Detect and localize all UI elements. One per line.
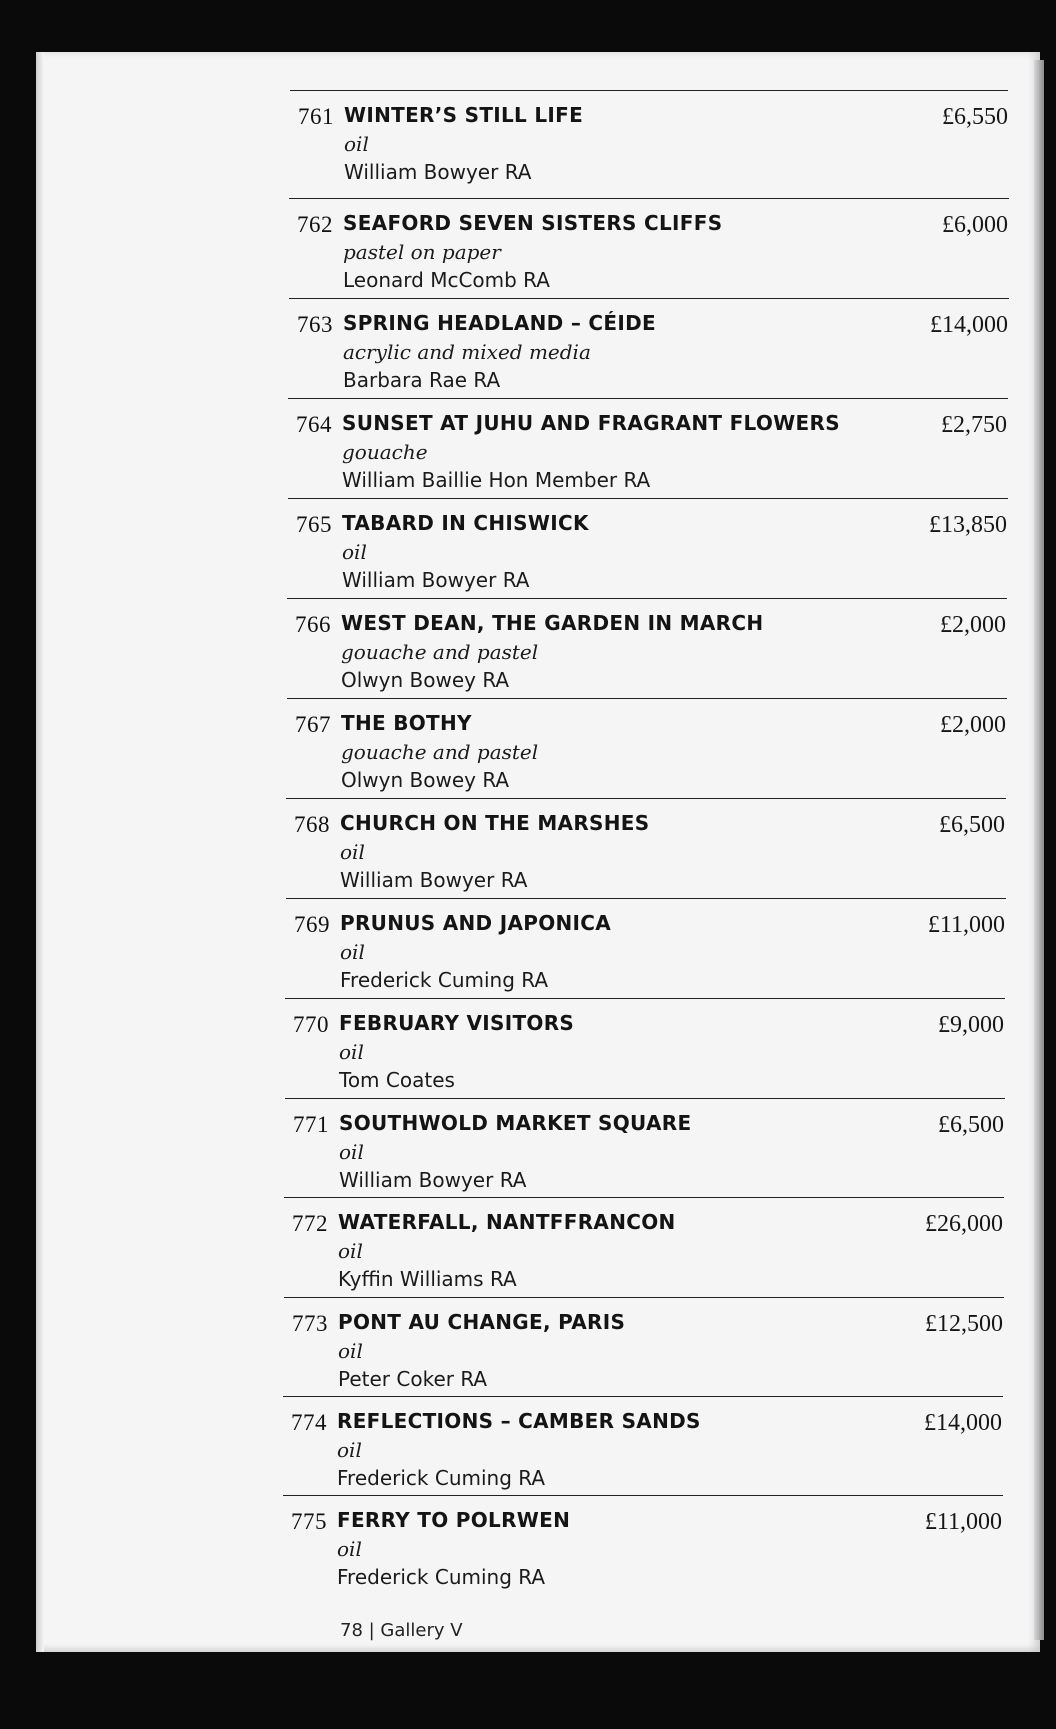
divider-rule <box>286 798 1006 799</box>
lot-artist: Peter Coker RA <box>338 1367 488 1391</box>
lot-number: 763 <box>297 312 333 337</box>
lot-title: SOUTHWOLD MARKET SQUARE <box>339 1111 692 1135</box>
lot-title: CHURCH ON THE MARSHES <box>340 811 650 835</box>
divider-rule <box>289 198 1009 199</box>
lot-number: 773 <box>292 1311 328 1336</box>
lot-medium: gouache <box>342 440 428 464</box>
lot-artist: Olwyn Bowey RA <box>341 668 510 692</box>
lot-number: 762 <box>297 212 333 237</box>
lot-medium: acrylic and mixed media <box>343 340 591 364</box>
lot-title: WATERFALL, NANTFFRANCON <box>338 1210 676 1234</box>
divider-rule <box>283 1396 1003 1397</box>
divider-rule <box>285 998 1005 999</box>
lot-number: 764 <box>296 412 332 437</box>
lot-medium: oil <box>339 1040 364 1064</box>
lot-number: 771 <box>293 1112 329 1137</box>
lot-number: 765 <box>296 512 332 537</box>
lot-title: WEST DEAN, THE GARDEN IN MARCH <box>341 611 764 635</box>
lot-artist: Kyffin Williams RA <box>338 1267 517 1291</box>
lot-medium: oil <box>339 1140 364 1164</box>
lot-medium: oil <box>337 1438 362 1462</box>
lot-medium: oil <box>338 1239 363 1263</box>
lot-title: TABARD IN CHISWICK <box>342 511 589 535</box>
lot-price: £2,000 <box>940 712 1006 738</box>
lot-title: THE BOTHY <box>341 711 472 735</box>
lot-artist: William Bowyer RA <box>344 160 532 184</box>
lot-artist: Frederick Cuming RA <box>340 968 549 992</box>
lot-price: £11,000 <box>924 1509 1002 1535</box>
lot-price: £6,500 <box>938 1112 1004 1138</box>
lot-number: 768 <box>294 812 330 837</box>
lot-title: REFLECTIONS – CAMBER SANDS <box>337 1409 701 1433</box>
divider-rule <box>288 398 1008 399</box>
lot-medium: oil <box>344 132 369 156</box>
lot-title: FEBRUARY VISITORS <box>339 1011 575 1035</box>
page-gutter <box>36 52 44 1652</box>
lot-medium: gouache and pastel <box>341 740 539 764</box>
lot-price: £6,500 <box>939 812 1005 838</box>
lot-medium: oil <box>338 1339 363 1363</box>
divider-rule <box>283 1495 1003 1496</box>
page-fore-edge <box>1034 60 1044 1640</box>
lot-number: 761 <box>298 104 334 129</box>
lot-title: PONT AU CHANGE, PARIS <box>338 1310 626 1334</box>
lot-title: SUNSET AT JUHU AND FRAGRANT FLOWERS <box>342 411 840 435</box>
lot-price: £14,000 <box>930 312 1008 338</box>
lot-title: WINTER’S STILL LIFE <box>344 103 584 127</box>
lot-price: £11,000 <box>927 912 1005 938</box>
divider-rule <box>287 698 1007 699</box>
lot-artist: Tom Coates <box>339 1068 455 1092</box>
lot-number: 772 <box>292 1211 328 1236</box>
divider-rule <box>287 598 1007 599</box>
lot-artist: Olwyn Bowey RA <box>341 768 510 792</box>
lot-number: 769 <box>294 912 330 937</box>
lot-price: £2,750 <box>941 412 1007 438</box>
lot-medium: oil <box>340 840 365 864</box>
lot-number: 767 <box>295 712 331 737</box>
lot-medium: pastel on paper <box>343 240 501 264</box>
lot-artist: William Bowyer RA <box>339 1168 527 1192</box>
lot-medium: oil <box>342 540 367 564</box>
divider-rule <box>290 90 1008 91</box>
page-folio: 78 | Gallery V <box>340 1620 463 1641</box>
lot-artist: Frederick Cuming RA <box>337 1466 546 1490</box>
divider-rule <box>289 298 1009 299</box>
lot-medium: oil <box>337 1537 362 1561</box>
divider-rule <box>284 1297 1004 1298</box>
divider-rule <box>286 898 1006 899</box>
lot-title: FERRY TO POLRWEN <box>337 1508 571 1532</box>
divider-rule <box>285 1098 1005 1099</box>
lot-artist: Leonard McComb RA <box>343 268 550 292</box>
lot-number: 770 <box>293 1012 329 1037</box>
lot-price: £14,000 <box>924 1410 1002 1436</box>
lot-artist: Frederick Cuming RA <box>337 1565 546 1589</box>
lot-artist: Barbara Rae RA <box>343 368 501 392</box>
lot-price: £6,550 <box>942 104 1008 130</box>
lot-title: SPRING HEADLAND – CÉIDE <box>343 311 656 335</box>
lot-price: £9,000 <box>938 1012 1004 1038</box>
lot-price: £6,000 <box>942 212 1008 238</box>
lot-price: £26,000 <box>925 1211 1003 1237</box>
lot-medium: oil <box>340 940 365 964</box>
divider-rule <box>288 498 1008 499</box>
lot-number: 766 <box>295 612 331 637</box>
lot-number: 775 <box>291 1509 327 1534</box>
lot-price: £2,000 <box>940 612 1006 638</box>
lot-artist: William Baillie Hon Member RA <box>342 468 651 492</box>
lot-number: 774 <box>291 1410 327 1435</box>
lot-title: PRUNUS AND JAPONICA <box>340 911 612 935</box>
lot-artist: William Bowyer RA <box>342 568 530 592</box>
divider-rule <box>284 1197 1004 1198</box>
lot-artist: William Bowyer RA <box>340 868 528 892</box>
lot-price: £13,850 <box>929 512 1007 538</box>
lot-medium: gouache and pastel <box>341 640 539 664</box>
lot-title: SEAFORD SEVEN SISTERS CLIFFS <box>343 211 723 235</box>
lot-price: £12,500 <box>925 1311 1003 1337</box>
